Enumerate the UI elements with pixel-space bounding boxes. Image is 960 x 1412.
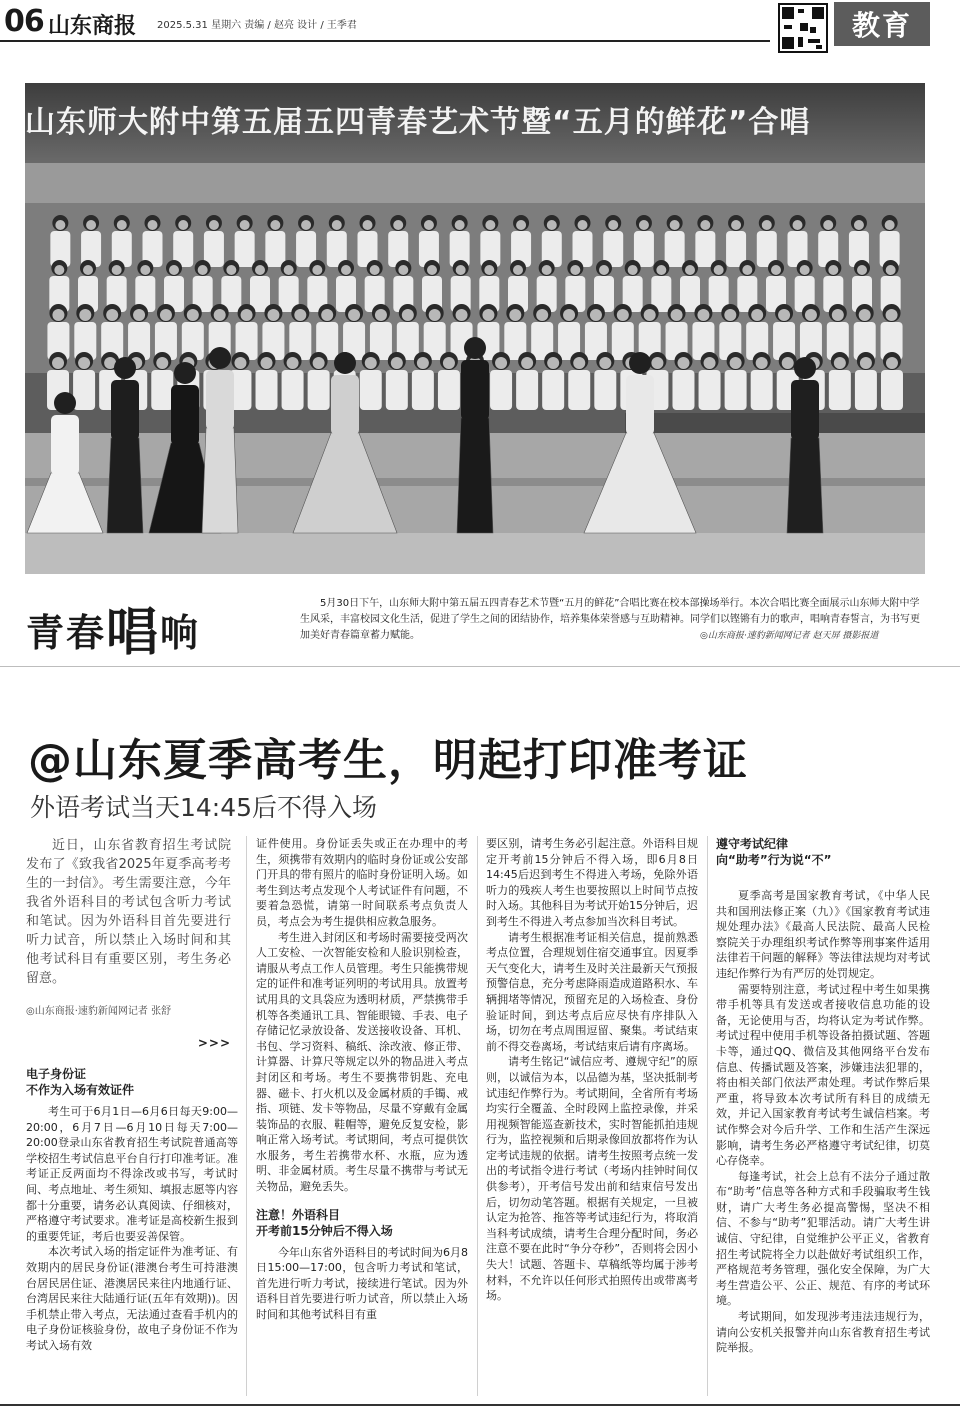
byline: ◎山东商报·速豹新闻网记者 张舒 [26,1006,172,1017]
choir-member [692,304,714,360]
paragraph: 每逢考试，社会上总有不法分子通过散布“助考”信息等各种方式和手段骗取考生钱财，请广大考生务必提高警惕，坚决不相信、不参与“助考”犯罪活动。请广大考生讲诚信、守纪律，自觉维护公平正义，省教育招生考试院将全力以赴做好考试组织工作，严格规范考务管理，强化安全保障，为广大考生营造公平、公正、规范、有序的考试环境。 [716,1169,930,1308]
choir-member [235,215,255,267]
choir-member [594,352,616,410]
choir-member [151,352,173,410]
choir-member [388,215,408,267]
caption-title-suffix: 响 [160,610,201,655]
paragraph: 请考生铭记“诚信应考、遵规守纪”的原则，以诚信为本，以品德为基，坚决抵制考试违纪作弊行为。考试期间，全省所有考场均实行全覆盖、全时段网上监控录像，并采用视频智能巡查新技术，实时智能抓拍违规行为，监控视频和后期录像回放都将作为认定考试违规的依据。请考生按照考点统一发出的考试指令进行考试（考场内挂钟时间仅供参考），开考信号发出前和结束信号发出后，切勿动笔答题。根据有关规定，一旦被认定为抢答、拖答等考试违纪行为，将取消当科考试成绩，请考生合理分配时间，务必注意不要在此时“争分夺秒”，否则将会因小失大！试题、答题卡、草稿纸等均属于涉考材料，不允许以任何形式拍照传出或带离考场。 [486,1055,698,1303]
choir-member [250,260,270,312]
choir-member [343,304,365,360]
header-rule [0,40,770,42]
choir-member [568,352,590,410]
choir-member [173,215,193,267]
choir-member [221,260,241,312]
paragraph: 今年山东省外语科目的考试时间为6月8日15:00—17:00，包含听力考试和笔试，首先进行听力考试，接续进行笔试。因为外语科目首先要进行听力试音，所以禁止入场时间和其他考试科目有重 [256,1245,468,1322]
choir-member [490,352,512,410]
caption-credit: ◎山东商报·速豹新闻网记者 赵天屏 摄影报道 [700,631,879,641]
choir-member [504,304,526,360]
caption-title-big: 唱 [106,602,161,663]
choir-member [818,215,838,267]
choir-member [880,215,900,267]
choir-member [236,304,258,360]
paragraph: 请考生根据准考证相关信息，提前熟悉考点位置，合理规划住宿交通事宜。因夏季天气变化大，请考生及时关注最新天气预报预警信息，充分考虑降雨造成道路积水、车辆拥堵等情况，预留充足的入场检查、身份验证时间，到达考点后应尽快有序排队入场，切勿在考点周围逗留、聚集。考试结束前不得交卷离场，考试结束后请有序离场。 [486,930,698,1053]
choir-member [699,352,721,410]
soloist [457,337,493,533]
paragraph: 证件使用。身份证丢失或正在办理中的考生，须携带有效期内的临时身份证或公安部门开具的带有照片的临时身份证明入场。如考生到达考点发现个人考试证件有问题，不要着急恐慌，请第一时间联系考点负责人员，考点会为考生提供相应救急服务。 [256,837,468,928]
section-1-heading [26,1066,238,1098]
section-2-heading [256,1207,468,1239]
column-rule [246,836,247,1396]
choir-member [634,215,654,267]
choir-member [603,215,623,267]
column-rule [477,836,478,1396]
banner-text: 山东师大附中第五届五四青春艺术节暨“五月的鲜花”合唱 [25,105,811,140]
choir-member [852,260,872,312]
choir-member [612,304,634,360]
choir-member [665,215,685,267]
choir-member [74,304,96,360]
section-2-heading-line2: 开考前15分钟后不得入场 [256,1223,393,1238]
choir-member [386,352,408,410]
choir-member [573,215,593,267]
section-divider [0,666,960,667]
choir-member [282,352,304,410]
choir-member [511,215,531,267]
article-headline: @山东夏季高考生，明起打印准考证 [28,735,748,786]
choir-member [316,304,338,360]
choir-member [327,215,347,267]
choir-member [182,304,204,360]
choir-member [101,304,123,360]
choir-member [854,304,876,360]
paragraph: 夏季高考是国家教育考试，《中华人民共和国刑法修正案（九）》《国家教育考试违规处理办法》《最高人民法院、最高人民检察院关于办理组织考试作弊等刑事案件适用法律若干问题的解释》等法律法规均对考试违纪作弊行为有严厉的处罚规定。 [716,889,930,980]
choir-member [666,304,688,360]
paragraph: 需要特别注意，考试过程中考生如果携带手机等具有发送或者接收信息功能的设备，无论使用与否，均将认定为考试作弊。考试过程中使用手机等设备拍摄试题、答题卡等，通过QQ、微信及其他网络平台发布信息、传播试题及答案，涉嫌违法犯罪的，将由相关部门依法严肃处理。考试作弊后果严重，将导致本次考试所有科目的成绩无效，并记入国家教育考试考生诚信档案。考试作弊会对今后升学、工作和生活产生深远影响，请考生务必严格遵守考试纪律，切莫心存侥幸。 [716,982,930,1168]
choir-member [558,304,580,360]
choir-member [296,215,316,267]
section-3-heading [716,836,930,868]
qr-code-icon [778,3,828,53]
masthead [0,0,960,60]
choir-member [204,215,224,267]
lead-paragraph: 近日，山东省教育招生考试院发布了《致我省2025年夏季高考考生的一封信》。考生需要注意，今年我省外语科目的考试包含听力考试和笔试。因为外语科目首先要进行听力试音，所以禁止入场时间和其他考试科目有重要区别，考生务必留意。 [26,838,231,986]
choir-member [800,304,822,360]
paragraph: 考试期间，如发现涉考违法违规行为，请向公安机关报警并向山东省教育招生考试院举报。 [716,1310,930,1355]
choir-member [193,260,213,312]
section-label: 教育 [834,2,930,46]
section-2-heading-line1: 注意！外语科目 [256,1207,341,1222]
choir-member [358,215,378,267]
choir-member [50,215,70,267]
choir-member [143,215,163,267]
choir-member [78,260,98,312]
column-rule [707,836,708,1396]
paragraph: 本次考试入场的指定证件为准考证、有效期内的居民身份证(港澳台考生可持港澳台居民居住证、港澳居民来往内地通行证、台湾居民来往大陆通行证(五年有效期))。因手机禁止带入考点，无法通过查看手机内的电子身份证核验身份，故电子身份证不作为考试入场有效 [26,1245,238,1352]
section-3-heading-line2: 向“助考”行为说“不” [716,853,832,867]
caption-title [26,586,200,661]
choir-member [438,352,460,410]
choir-member [531,304,553,360]
column-1 [26,836,231,1051]
date-line: 2025.5.31 星期六 责编 / 赵亮 设计 / 王季君 [157,20,357,31]
paragraph: 考生可于6月1日—6月6日每天9:00—20:00，6月7日—6月10日每天7:00—20:00登录山东省教育招生考试院普通高等学校招生考试信息平台自行打印准考证。准考证正反两面均不得涂改或书写，考试时间、考点地址、考生须知、填报志愿等内容都十分重要，请务必认真阅读、仔细核对，严格遵守考试要求。准考证是高校新生报到的重要凭证，考后也要妥善保管。 [26,1105,238,1243]
choir-member [881,304,903,360]
footer-rule [0,1404,960,1406]
choir-member [412,352,434,410]
choir-member [393,260,413,312]
paper-name: 山东商报 [48,14,137,39]
choir-member [508,260,528,312]
paragraph: 要区别，请考生务必引起注意。外语科目规定开考前15分钟后不得入场，即6月8日14:45后迟到考生不得进入考场，免除外语听力的残疾人考生也要按照以上时间节点按时入场。其他科目为考试开始15分钟后，迟到考生不得进入考点参加当次科目考试。 [486,837,698,928]
paragraph: 考生进入封闭区和考场时需要接受两次人工安检、一次智能安检和人脸识别检查，请服从考点工作人员管理。考生只能携带规定的证件和准考证列明的考试用具。放置考试用具的文具袋应为透明材质，严禁携带手机等各类通讯工具、智能眼镜、手表、电子存储记忆录放设备、发送接收设备、耳机、书包、学习资料、稿纸、涂改液、修正带、计算器、计算尺等规定以外的物品进入考点封闭区和考场。考生不要携带钥匙、充电器、磁卡、打火机以及金属材质的手镯、戒指、项链、发卡等物品，尽量不穿戴有金属装饰品的衣服、鞋帽等，避免反复安检，影响正常入场考试。考试期间，考点可提供饮水服务，考生若携带水杯、水瓶，应为透明、非金属材质。考生尽量不携带与考试无关物品，避免丢失。 [256,930,468,1194]
choir-member [397,304,419,360]
choir-member [155,304,177,360]
choir-member [855,352,877,410]
choir-member [737,260,757,312]
choir-member [81,215,101,267]
choir-member [537,260,557,312]
page-number: 06 [4,4,44,39]
choir-member [881,352,903,410]
choir-member [849,215,869,267]
choir-member [585,304,607,360]
choir-member [107,260,127,312]
choir-member [360,352,382,410]
choir-member [112,215,132,267]
choir-member [128,304,150,360]
soloist [107,357,143,533]
choir-member [709,260,729,312]
section-1-heading-line1: 电子身份证 [26,1067,87,1081]
choir-member [773,304,795,360]
choir-member [672,352,694,410]
choir-member [751,352,773,410]
choir-member [695,215,715,267]
choir-member [788,215,808,267]
choir-photo-drawing [25,83,925,574]
section-1-heading-line2: 不作为入场有效证件 [26,1083,135,1097]
choir-member [419,215,439,267]
caption-title-prefix: 青春 [26,610,107,655]
section-3-heading-line1: 遵守考试纪律 [716,837,789,851]
choir-member [47,304,69,360]
choir-member [73,352,95,410]
choir-member [307,260,327,312]
choir-member [725,352,747,410]
article-subheadline: 外语考试当天14:45后不得入场 [30,793,378,822]
choir-member [265,215,285,267]
choir-member [480,215,500,267]
choir-member [422,260,442,312]
column-4 [716,836,930,1356]
choir-member [680,260,700,312]
choir-member [651,260,671,312]
choir-member [829,352,851,410]
choir-member [746,304,768,360]
choir-member [308,352,330,410]
column-1-body [26,1066,238,1354]
choir-member [289,304,311,360]
choir-member [450,215,470,267]
choir-member [256,352,278,410]
soloist [202,347,238,533]
choir-member [726,215,746,267]
soloist [787,357,823,533]
choir-member [424,304,446,360]
choir-member [623,260,643,312]
choir-member [262,304,284,360]
choir-member [823,260,843,312]
choir-member [542,352,564,410]
choir-member [370,304,392,360]
continue-marker: >>> [197,1035,231,1050]
choir-member [516,352,538,410]
column-2 [256,836,468,1323]
choir-member [827,304,849,360]
choir-member [719,304,741,360]
choir-member [542,215,562,267]
caption-text: 5月30日下午，山东师大附中第五届五四青春艺术节暨“五月的鲜花”合唱比赛在校本部操场举行。本次合唱比赛全面展示山东师大附中学生风采，丰富校园文化生活，促进了学生之间的团结协作，培养集体荣誉感与互助精神。同学们以铿锵有力的歌声，唱响青春誓言，为书写更加美好青春篇章蓄力赋能。 [300,598,920,641]
choir-member [757,215,777,267]
choir-photo [25,83,925,574]
choir-member [279,260,299,312]
column-3 [486,836,698,1304]
choir-member [639,304,661,360]
